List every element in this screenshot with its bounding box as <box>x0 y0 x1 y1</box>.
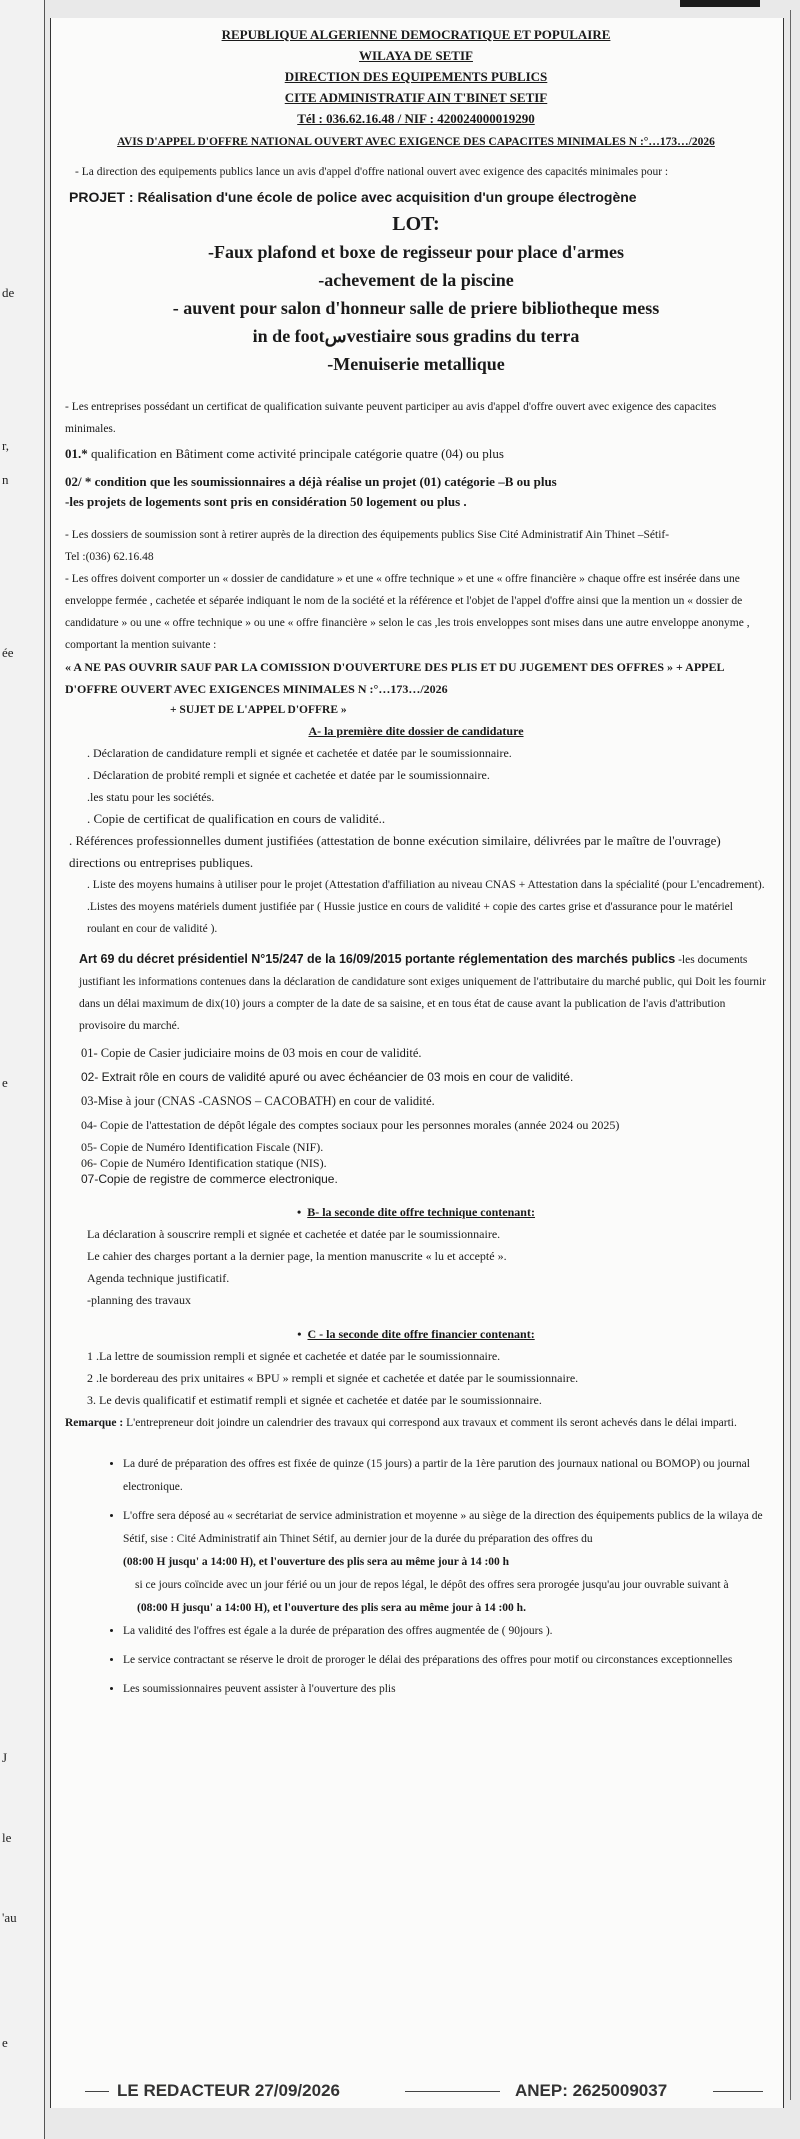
projet-title: PROJET : Réalisation d'une école de police avec acquisition d'un groupe électrogène <box>69 189 637 205</box>
section-c-title: • C - la seconde dite offre financier contenant: <box>297 1327 535 1341</box>
art69-paragraph <box>65 948 767 1037</box>
strip-fragment: ée <box>2 645 14 660</box>
remarque-text: L'entrepreneur doit joindre un calendrier des travaux qui correspond aux travaux et comment ils seront achevés dans le délai imparti. <box>123 1417 737 1429</box>
section-c-item: 3. Le devis qualificatif et estimatif rempli et signée et cachetée et datée par le soumissionnaire. <box>87 1393 542 1407</box>
section-a-item: .Listes des moyens matériels dument justifiée par ( Hussie justice en cours de validité + copie des cartes grise et d'assurance pour le matériel roulant en cour de validité ). <box>87 901 733 935</box>
section-c-item: 2 .le bordereau des prix unitaires « BPU » rempli et signée et cachetée et datée par le soumissionnaire. <box>87 1371 579 1385</box>
section-b-item: -planning des travaux <box>87 1293 191 1307</box>
document-item: 07-Copie de registre de commerce electronique. <box>81 1172 338 1186</box>
section-a-item: . Liste des moyens humains à utiliser pour le projet (Attestation d'affiliation au niveau CNAS + Attestation dans la spécialité (pour L'encadrement). <box>87 879 765 891</box>
section-b-item: Agenda technique justificatif. <box>87 1271 230 1285</box>
section-a-item: . Copie de certificat de qualification en cours de validité.. <box>87 811 386 826</box>
strip-fragment: e <box>2 1075 8 1090</box>
conditions-list-continued <box>65 1620 767 1701</box>
header-direction: DIRECTION DES EQUIPEMENTS PUBLICS <box>284 69 548 84</box>
footer-rule <box>85 2091 109 2092</box>
header-wilaya: WILAYA DE SETIF <box>359 48 473 63</box>
document-item: 03-Mise à jour (CNAS -CASNOS – CACOBATH) en cour de validité. <box>81 1094 435 1108</box>
lot-item: in de footسvestiaire sous gradins du terra <box>252 326 580 346</box>
lot-item: -Menuiserie metallique <box>327 354 505 374</box>
footer-rule <box>713 2091 763 2092</box>
art69-title: Art 69 du décret présidentiel N°15/247 de la 16/09/2015 portante réglementation des marchés publics <box>79 952 676 966</box>
retrait-text: - Les dossiers de soumission sont à retirer auprès de la direction des équipements publics Sise Cité Administratif Ain Thinet –Sétif- <box>65 529 670 541</box>
lot-title: LOT: <box>392 213 440 235</box>
strip-fragment: e <box>2 2035 8 2050</box>
offres-caps-mention: « A NE PAS OUVRIR SAUF PAR LA COMISSION D'OUVERTURE DES PLIS ET DU JUGEMENT DES OFFRES » + APPEL D'OFFRE OUVERT AVEC EXIGENCES MINIMALES N :°…173…/2026 <box>65 660 724 696</box>
document-item: 02- Extrait rôle en cours de validité apuré ou avec échéancier de 03 mois en cour de validité. <box>81 1070 574 1084</box>
section-a-item: .les statu pour les sociétés. <box>87 790 215 804</box>
lot-item: -achevement de la piscine <box>318 270 514 290</box>
section-b-item: La déclaration à souscrire rempli et signée et cachetée et datée par le soumissionnaire. <box>87 1227 501 1241</box>
strip-fragment: le <box>2 1830 12 1845</box>
document-item: 01- Copie de Casier judiciaire moins de 03 mois en cour de validité. <box>81 1046 422 1060</box>
condition-02-note: -les projets de logements sont pris en considération 50 logement ou plus . <box>65 494 467 509</box>
adjacent-column-strip <box>0 0 45 2139</box>
intro-text: - La direction des equipements publics lance un avis d'appel d'offre national ouvert avec exigence des capacités minimales pour : <box>75 166 669 178</box>
footer-redacteur: LE REDACTEUR 27/09/2026 <box>117 2081 340 2100</box>
strip-fragment: 'au <box>2 1910 17 1925</box>
strip-fragment: J <box>2 1750 8 1765</box>
right-border-line <box>790 10 791 2100</box>
condition-01 <box>65 444 767 464</box>
strip-fragment: n <box>2 472 9 487</box>
section-a-item: . Déclaration de probité rempli et signée et cachetée et datée par le soumissionnaire. <box>87 768 490 782</box>
bullet-item: • Les soumissionnaires peuvent assister à l'ouverture des plis <box>123 1678 767 1701</box>
header-republic: REPUBLIQUE ALGERIENNE DEMOCRATIQUE ET POPULAIRE <box>221 27 611 42</box>
remarque-label: Remarque : <box>65 1417 124 1429</box>
offres-caps-subject: + SUJET DE L'APPEL D'OFFRE » <box>170 704 347 716</box>
document-item: 04- Copie de l'attestation de dépôt légale des comptes sociaux pour les personnes morales (année 2024 ou 2025) <box>81 1118 620 1132</box>
section-c-item: 1 .La lettre de soumission rempli et signée et cachetée et datée par le soumissionnaire. <box>87 1349 501 1363</box>
section-b-title: • B- la seconde dite offre technique contenant: <box>297 1205 535 1219</box>
offres-text: - Les offres doivent comporter un « dossier de candidature » et une « offre technique » et une « offre financière » chaque offre est insérée dans une enveloppe fermée , cachetée et séparée indiquant le nom de la société et la référence et l'objet de l'appel d'offre ainsi que la mention un « dossier de candidature » ou une « offre technique » ou une « offre financière » selon le cas ,les trois enveloppes sont mises dans une autre enveloppe anonyme , comportant la mention suivante : <box>65 573 750 651</box>
footer-anep: ANEP: 2625009037 <box>515 2081 668 2100</box>
deposit-continuation: si ce jours coïncide avec un jour férié ou un jour de repos légal, le dépôt des offres sera prorogée jusqu'au jour ouvrable suivant à <box>135 1579 729 1591</box>
tender-notice <box>50 18 784 2108</box>
section-c-title-text: C - la seconde dite offre financier contenant: <box>307 1327 535 1341</box>
bullet-item: • L'offre sera déposé au « secrétariat de service administration et moyenne » au siège de la direction des équipements publics de la wilaya de Sétif, sise : Cité Administratif ain Thinet Sétif, au dernier jour de la durée du préparation des offres du <box>123 1505 767 1551</box>
retrait-tel: Tel :(036) 62.16.48 <box>65 551 154 563</box>
bullet-item: • La duré de préparation des offres est fixée de quinze (15 jours) a partir de la 1ère parution des journaux national ou BOMOP) ou journal electronique. <box>123 1453 767 1499</box>
header-tel-nif: Tél : 036.62.16.48 / NIF : 420024000019290 <box>297 111 535 126</box>
conditions-list <box>65 1453 767 1551</box>
section-b-title-text: B- la seconde dite offre technique contenant: <box>307 1205 535 1219</box>
deposit-time-1: (08:00 H jusqu' a 14:00 H), et l'ouverture des plis sera au même jour à 14 :00 h <box>123 1556 510 1568</box>
lot-item: -Faux plafond et boxe de regisseur pour place d'armes <box>207 242 624 262</box>
document-item: 06- Copie de Numéro Identification statique (NIS). <box>81 1156 327 1170</box>
section-a-title: A- la première dite dossier de candidature <box>308 724 524 738</box>
art69-text: -les documents justifiant les informations contenues dans la déclaration de candidature sont exiges uniquement de l'attributaire du marché public, qui Doit les fournir dans un délai maximum de dix(10) jours a compter de la date de sa saisine, et en tous état de cause avant la publication de l'avis d'attribution provisoire du marché. <box>79 954 767 1032</box>
condition-01-number: 01.* <box>65 446 91 461</box>
header-address: CITE ADMINISTRATIF AIN T'BINET SETIF <box>284 90 548 105</box>
document-item: 05- Copie de Numéro Identification Fiscale (NIF). <box>81 1140 324 1154</box>
footer-rule <box>405 2091 500 2092</box>
section-a-item: . Références professionnelles dument justifiées (attestation de bonne exécution similaire, délivrées par le maître de l'ouvrage) directions ou entreprises publiques. <box>69 833 721 870</box>
deposit-time-2: (08:00 H jusqu' a 14:00 H), et l'ouverture des plis sera au même jour à 14 :00 h. <box>137 1602 526 1614</box>
avis-title: AVIS D'APPEL D'OFFRE NATIONAL OUVERT AVEC EXIGENCE DES CAPACITES MINIMALES N :°…173…/2026 <box>117 136 715 148</box>
remarque <box>65 1415 767 1431</box>
bullet-item: • La validité des l'offres est égale a la durée de préparation des offres augmentée de ( 90jours ). <box>123 1620 767 1643</box>
top-edge-bar <box>680 0 760 7</box>
section-a-item: . Déclaration de candidature rempli et signée et cachetée et datée par le soumissionnaire. <box>87 746 512 760</box>
strip-fragment: r, <box>2 438 10 453</box>
qualification-intro: - Les entreprises possédant un certificat de qualification suivante peuvent participer au avis d'appel d'offre ouvert avec exigence des capacites minimales. <box>65 401 717 435</box>
bullet-item: • Le service contractant se réserve le droit de proroger le délai des préparations des offres pour motif ou circonstances exceptionnelles <box>123 1649 767 1672</box>
strip-fragment: de <box>2 285 15 300</box>
footer <box>85 2075 785 2105</box>
section-b-item: Le cahier des charges portant a la dernier page, la mention manuscrite « lu et accepté ». <box>87 1249 507 1263</box>
lot-item: - auvent pour salon d'honneur salle de priere bibliotheque mess <box>172 298 660 318</box>
condition-01-text: qualification en Bâtiment come activité principale catégorie quatre (04) ou plus <box>91 446 504 461</box>
condition-02: 02/ * condition que les soumissionnaires a déjà réalise un projet (01) catégorie –B ou plus <box>65 474 557 489</box>
